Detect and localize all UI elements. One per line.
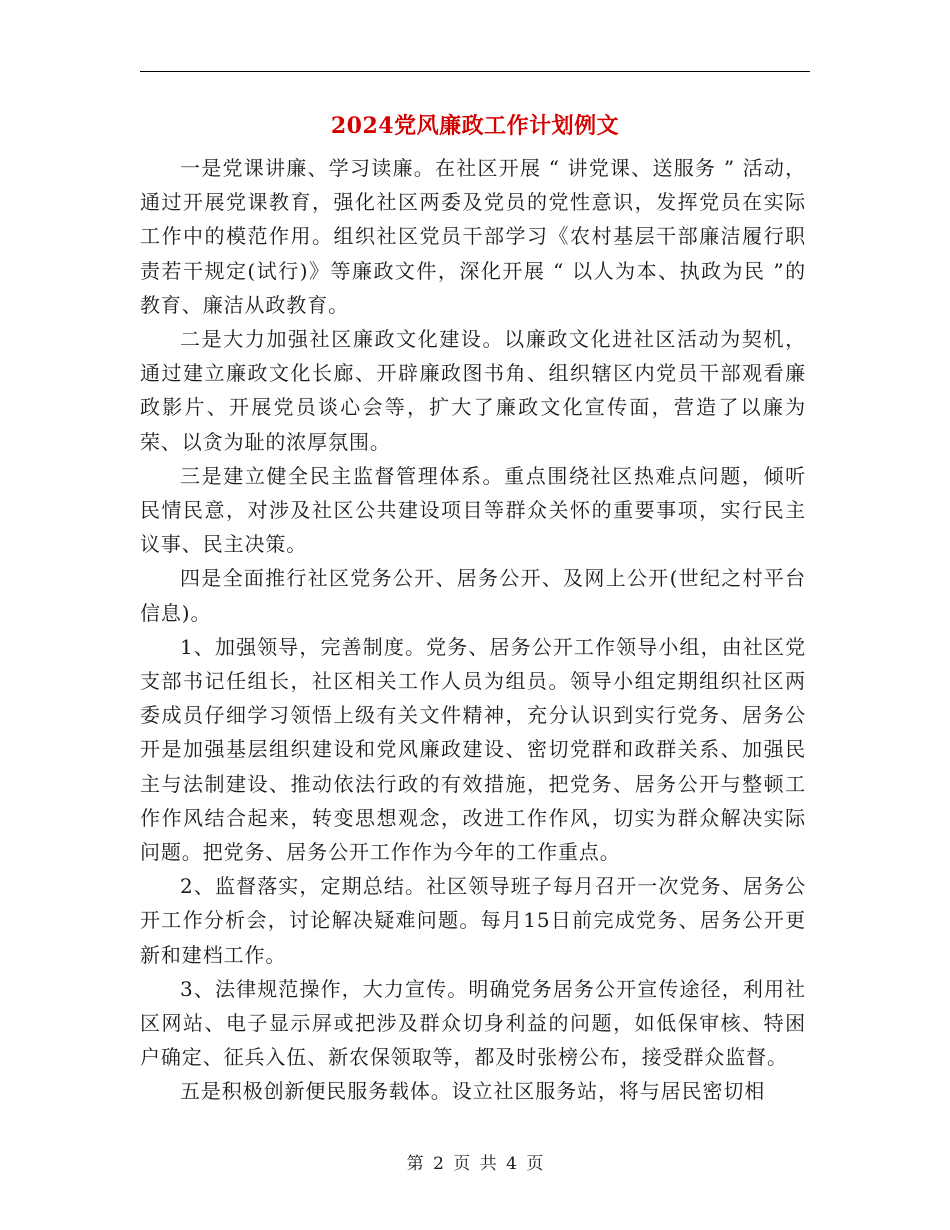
document-body [140,151,806,1109]
header-rule [140,71,810,72]
paragraph: 三是建立健全民主监督管理体系。重点围绕社区热难点问题，倾听民情民意，对涉及社区公共建设项目等群众关怀的重要事项，实行民主议事、民主决策。 [140,463,806,557]
paragraph: 3、法律规范操作，大力宣传。明确党务居务公开宣传途径，利用社区网站、电子显示屏或把涉及群众切身利益的问题，如低保审核、特困户确定、征兵入伍、新农保领取等，都及时张榜公布，接受群众监督。 [140,976,806,1070]
page-number-footer: 第 2 页 共 4 页 [406,1154,544,1174]
paragraph: 一是党课讲廉、学习读廉。在社区开展 “ 讲党课、送服务 ” 活动，通过开展党课教育，强化社区两委及党员的党性意识，发挥党员在实际工作中的模范作用。组织社区党员干部学习《农村基层干部廉洁履行职责若干规定(试行)》等廉政文件，深化开展 “ 以人为本、执政为民 ”的教育、廉洁从政教育。 [140,156,806,317]
paragraph: 1、加强领导，完善制度。党务、居务公开工作领导小组，由社区党支部书记任组长，社区相关工作人员为组员。领导小组定期组织社区两委成员仔细学习领悟上级有关文件精神，充分认识到实行党务、居务公开是加强基层组织建设和党风廉政建设、密切党群和政群关系、加强民主与法制建设、推动依法行政的有效措施，把党务、居务公开与整顿工作作风结合起来，转变思想观念，改进工作作风，切实为群众解决实际问题。把党务、居务公开工作作为今年的工作重点。 [140,634,806,865]
paragraph: 五是积极创新便民服务载体。设立社区服务站，将与居民密切相 [180,1079,766,1104]
document-title: 2024党风廉政工作计划例文 [330,113,620,139]
paragraph: 二是大力加强社区廉政文化建设。以廉政文化进社区活动为契机，通过建立廉政文化长廊、开辟廉政图书角、组织辖区内党员干部观看廉政影片、开展党员谈心会等，扩大了廉政文化宣传面，营造了以廉为荣、以贪为耻的浓厚氛围。 [140,327,806,454]
paragraph: 四是全面推行社区党务公开、居务公开、及网上公开(世纪之村平台信息)。 [140,566,806,625]
paragraph: 2、监督落实，定期总结。社区领导班子每月召开一次党务、居务公开工作分析会，讨论解决疑难问题。每月15日前完成党务、居务公开更新和建档工作。 [140,874,806,967]
